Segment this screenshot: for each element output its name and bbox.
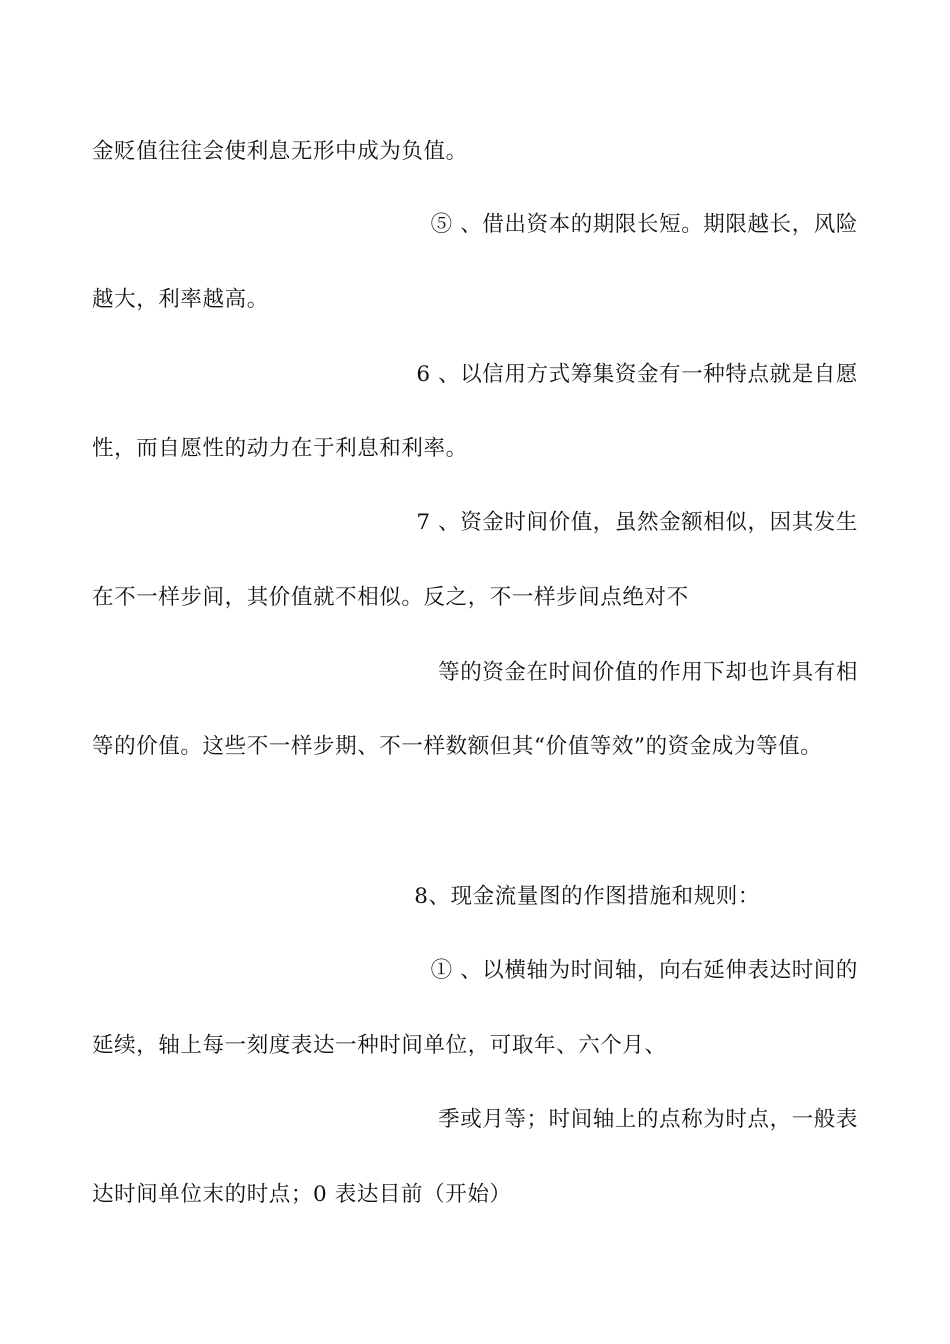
text-line: 在不一样步间，其价值就不相似。反之，不一样步间点绝对不 xyxy=(92,585,689,610)
text-line: 等的价值。这些不一样步期、不一样数额但其“价值等效”的资金成为等值。 xyxy=(92,734,823,759)
text-line: 7 、资金时间价值，虽然金额相似，因其发生 xyxy=(416,510,858,535)
section-heading: 8、现金流量图的作图措施和规则： xyxy=(414,884,760,909)
text-line: 越大，利率越高。 xyxy=(92,287,269,312)
text-line: 季或月等；时间轴上的点称为时点，一般表 xyxy=(438,1107,858,1132)
text-line: 6 、以信用方式筹集资金有一种特点就是自愿 xyxy=(416,362,858,387)
text-line: 性，而自愿性的动力在于利息和利率。 xyxy=(92,436,468,461)
text-line: 延续，轴上每一刻度表达一种时间单位，可取年、六个月、 xyxy=(92,1033,667,1058)
text-line: ⑤ 、借出资本的期限长短。期限越长，风险 xyxy=(430,212,858,237)
text-line: 金贬值往往会使利息无形中成为负值。 xyxy=(92,139,468,164)
text-line: ① 、以横轴为时间轴，向右延伸表达时间的 xyxy=(430,958,858,983)
text-line: 达时间单位末的时点；0 表达目前（开始） xyxy=(92,1182,512,1207)
text-line: 等的资金在时间价值的作用下却也许具有相 xyxy=(438,660,858,685)
